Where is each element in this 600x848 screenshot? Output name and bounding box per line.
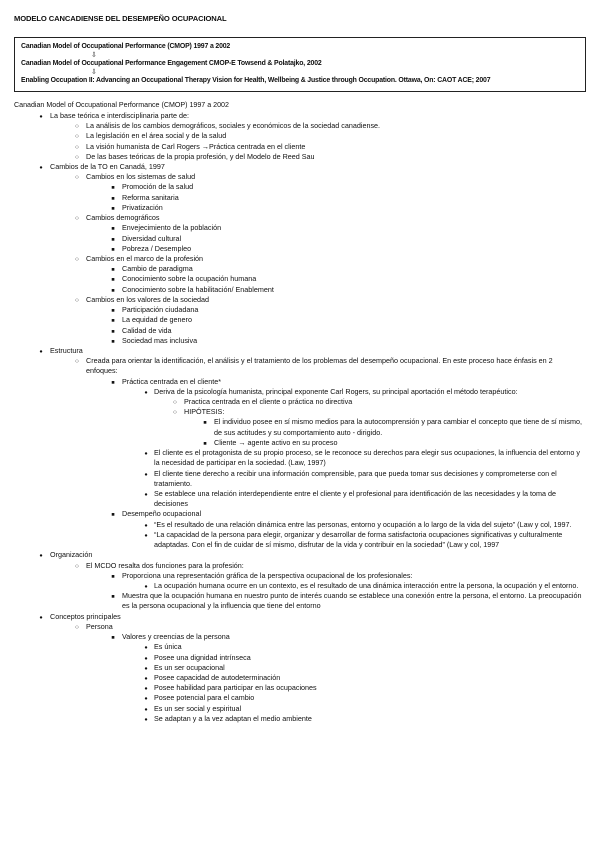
list-item: ● Posee potencial para el cambio xyxy=(122,693,586,703)
list-item xyxy=(14,111,586,162)
list-item: ■ Sociedad mas inclusiva xyxy=(86,336,586,346)
square-bullet-icon xyxy=(108,203,118,214)
list-item: ● Es única xyxy=(122,642,586,652)
down-arrow-icon: ⇩ xyxy=(91,51,97,59)
bullet-icon xyxy=(141,448,151,459)
list-item: ■ Valores y creencias de la persona ● Es única ● Posee una dignidad intrínseca ● Es un ser ocupacional ● Posee capacidad de autodeterminación ● Posee habilidad para participar en las ocupaciones ● Posee potencial para el cambio ● Es un ser social y espiritual ● Se adaptan y a la vez adaptan el medio ambiente xyxy=(86,632,586,724)
list-item: ○ La visión humanista de Carl Rogers →Práctica centrada en el cliente xyxy=(50,142,586,152)
circle-bullet-icon xyxy=(72,131,82,141)
square-bullet-icon xyxy=(108,326,118,337)
list-item: ■ Conocimiento sobre la habilitación/ Enablement xyxy=(86,285,586,295)
square-bullet-icon xyxy=(108,244,118,255)
outline-heading: Organización xyxy=(50,550,93,560)
circle-bullet-icon xyxy=(72,295,82,305)
outline-heading: Conceptos principales xyxy=(50,611,121,621)
list-item: ■ El individuo posee en sí mismo medios para la autocomprensión y para cambiar el concepto que tiene de sí mismo, de sus actitudes y su comportamiento auto - dirigido. xyxy=(184,417,586,437)
document-page xyxy=(14,14,586,724)
square-bullet-icon xyxy=(108,234,118,245)
list-item: ■ Reforma sanitaria xyxy=(86,193,586,203)
list-item: ■ Pobreza / Desempleo xyxy=(86,244,586,254)
bullet-icon xyxy=(141,714,151,725)
bullet-icon xyxy=(141,663,151,674)
list-item: ■ La equidad de genero xyxy=(86,315,586,325)
list-item: ■ Cliente → agente activo en su proceso xyxy=(184,438,586,448)
list-item: ● Es un ser ocupacional xyxy=(122,663,586,673)
list-item: ○ HIPÓTESIS: ■ El individuo posee en sí mismo medios para la autocomprensión y para cambiar el concepto que tiene de sí mismo, de sus actitudes y su comportamiento auto - dirigido. ■ Cliente → agente activo en su proceso xyxy=(154,407,586,448)
document-title: MODELO CANCADIENSE DEL DESEMPEÑO OCUPACIONAL xyxy=(14,14,227,23)
list-item xyxy=(14,612,586,724)
bullet-icon xyxy=(36,612,46,623)
list-item: ■ Calidad de vida xyxy=(86,326,586,336)
square-bullet-icon xyxy=(108,193,118,204)
bullet-icon xyxy=(141,673,151,684)
list-item xyxy=(14,550,586,611)
bullet-icon xyxy=(141,530,151,541)
square-bullet-icon xyxy=(108,285,118,296)
square-bullet-icon xyxy=(108,274,118,285)
square-bullet-icon xyxy=(108,571,118,582)
list-item: ■ Promoción de la salud xyxy=(86,182,586,192)
list-item: ● “Es el resultado de una relación dinámica entre las personas, entorno y ocupación a lo largo de la vida del sujeto” (Law y col, 1997. xyxy=(122,520,586,530)
circle-bullet-icon xyxy=(170,407,180,417)
square-bullet-icon xyxy=(108,264,118,275)
bullet-icon xyxy=(141,683,151,694)
bullet-icon xyxy=(141,387,151,398)
list-item: ■ Diversidad cultural xyxy=(86,234,586,244)
list-item: ○ Cambios en el marco de la profesión ■ Cambio de paradigma ■ Conocimiento sobre la ocupación humana ■ Conocimiento sobre la habilitación/ Enablement xyxy=(50,254,586,295)
square-bullet-icon xyxy=(200,417,210,428)
bullet-icon xyxy=(141,489,151,500)
square-bullet-icon xyxy=(108,509,118,520)
list-item: ○ La legislación en el área social y de la salud xyxy=(50,131,586,141)
outline-heading: Cambios de la TO en Canadá, 1997 xyxy=(50,162,165,172)
list-item: ● El cliente tiene derecho a recibir una información comprensible, para que pueda tomar sus decisiones y comprometerse con el tratamiento. xyxy=(122,469,586,489)
list-item: ● La ocupación humana ocurre en un contexto, es el resultado de una dinámica interacción entre la persona, la ocupación y el entorno. xyxy=(122,581,586,591)
square-bullet-icon xyxy=(108,305,118,316)
square-bullet-icon xyxy=(108,336,118,347)
list-item: ■ Práctica centrada en el cliente* ● Deriva de la psicología humanista, principal exponente Carl Rogers, su principal aportación el método terapéutico: ○ Practica centrada en el cliente o práctica no directiva ○ HIPÓTESIS: ■ El individuo posee en sí mismo medios para la autocomprensión y para cambiar el concepto que tiene de sí mismo, de sus actitudes y su comportamiento auto - dirigido. ■ Cliente → agente activo en su proceso ● El cliente es el protagonista de su propio proceso, se le reconoce su derechos para elegir sus ocupaciones, la influencia del entorno y la necesidad de participar en la sociedad. (Law, 1997) ● El cliente tiene derecho a recibir una información comprensible, para que pueda tomar sus decisiones y comprometerse con el tratamiento. ● Se establece una relación interdependiente entre el cliente y el profesional para identificación de las necesidades y la toma de decisiones xyxy=(86,377,586,510)
list-item: ○ Creada para orientar la identificación, el análisis y el tratamiento de los problemas del desempeño ocupacional. En este proceso hace énfasis en 2 enfoques: ■ Práctica centrada en el cliente* ● Deriva de la psicología humanista, principal exponente Carl Rogers, su principal aportación el método terapéutico: ○ Practica centrada en el cliente o práctica no directiva ○ HIPÓTESIS: ■ El individuo posee en sí mismo medios para la autocomprensión y para cambiar el concepto que tiene de sí mismo, de sus actitudes y su comportamiento auto - dirigido. ■ Cliente → agente activo en su proceso ● El cliente es el protagonista de su propio proceso, se le reconoce su derechos para elegir sus ocupaciones, la influencia del entorno y la necesidad de participar en la sociedad. (Law, 1997) ● El cliente tiene derecho a recibir una información comprensible, para que pueda tomar sus decisiones y comprometerse con el tratamiento. ● Se establece una relación interdependiente entre el cliente y el profesional para identificación de las necesidades y la toma de decisiones ■ Desempeño ocupacional ● “Es el resultado de una relación dinámica entre las personas, entorno y ocupación a lo largo de la vida del sujeto” (Law y col, 1997. ● “La capacidad de la persona para elegir, organizar y desarrollar de forma satisfactoria ocupaciones significativas y culturalmente adaptadas. Con el fin de cuidar de sí mismo, disfrutar de la vida y contribuir en la sociedad” (Law y col, 1997 xyxy=(50,356,586,550)
square-bullet-icon xyxy=(108,377,118,388)
bullet-icon xyxy=(141,581,151,592)
bullet-icon xyxy=(141,642,151,653)
list-item: ● Deriva de la psicología humanista, principal exponente Carl Rogers, su principal aportación el método terapéutico: ○ Practica centrada en el cliente o práctica no directiva ○ HIPÓTESIS: ■ El individuo posee en sí mismo medios para la autocomprensión y para cambiar el concepto que tiene de sí mismo, de sus actitudes y su comportamiento auto - dirigido. ■ Cliente → agente activo en su proceso xyxy=(122,387,586,448)
list-item: ■ Participación ciudadana xyxy=(86,305,586,315)
square-bullet-icon xyxy=(108,591,118,602)
bullet-icon xyxy=(141,653,151,664)
bullet-icon xyxy=(141,704,151,715)
circle-bullet-icon xyxy=(72,561,82,571)
circle-bullet-icon xyxy=(72,213,82,223)
bullet-icon xyxy=(36,162,46,173)
list-item: ■ Privatización xyxy=(86,203,586,213)
square-bullet-icon xyxy=(108,223,118,234)
circle-bullet-icon xyxy=(72,622,82,632)
list-item: ■ Proporciona una representación gráfica de la perspectiva ocupacional de los profesionales: ● La ocupación humana ocurre en un contexto, es el resultado de una dinámica interacción entre la persona, la ocupación y el entorno. xyxy=(86,571,586,591)
list-item: ● Es un ser social y espiritual xyxy=(122,704,586,714)
circle-bullet-icon xyxy=(72,121,82,131)
list-item: ● Se establece una relación interdependiente entre el cliente y el profesional para identificación de las necesidades y la toma de decisiones xyxy=(122,489,586,509)
square-bullet-icon xyxy=(108,632,118,643)
list-item: ● “La capacidad de la persona para elegir, organizar y desarrollar de forma satisfactoria ocupaciones significativas y culturalmente adaptadas. Con el fin de cuidar de sí mismo, disfrutar de la vida y contribuir en la sociedad” (Law y col, 1997 xyxy=(122,530,586,550)
outline-heading: La base teórica e interdisciplinaria parte de: xyxy=(50,110,190,120)
list-item: ■ Muestra que la ocupación humana en nuestro punto de interés cuando se establece una conexión entre la persona, el entorno. La preocupación es la persona ocupacional y la influencia que tiene del entorno xyxy=(86,591,586,611)
bullet-icon xyxy=(141,469,151,480)
outline-list xyxy=(14,111,586,724)
square-bullet-icon xyxy=(108,182,118,193)
bullet-icon xyxy=(141,520,151,531)
section-title: Canadian Model of Occupational Performance (CMOP) 1997 a 2002 xyxy=(14,100,229,109)
list-item: ■ Conocimiento sobre la ocupación humana xyxy=(86,274,586,284)
box-line-cmop: Canadian Model of Occupational Performance (CMOP) 1997 a 2002 xyxy=(21,42,231,50)
list-item: ● Posee habilidad para participar en las ocupaciones xyxy=(122,683,586,693)
circle-bullet-icon xyxy=(72,172,82,182)
circle-bullet-icon xyxy=(170,397,180,407)
list-item: ○ Persona ■ Valores y creencias de la persona ● Es única ● Posee una dignidad intrínseca ● Es un ser ocupacional ● Posee capacidad de autodeterminación ● Posee habilidad para participar en las ocupaciones ● Posee potencial para el cambio ● Es un ser social y espiritual ● Se adaptan y a la vez adaptan el medio ambiente xyxy=(50,622,586,724)
bullet-icon xyxy=(141,693,151,704)
down-arrow-icon: ⇩ xyxy=(91,68,97,76)
list-item: ○ El MCDO resalta dos funciones para la profesión: ■ Proporciona una representación gráfica de la perspectiva ocupacional de los profesionales: ● La ocupación humana ocurre en un contexto, es el resultado de una dinámica interacción entre la persona, la ocupación y el entorno. ■ Muestra que la ocupación humana en nuestro punto de interés cuando se establece una conexión entre la persona, el entorno. La preocupación es la persona ocupacional y la influencia que tiene del entorno xyxy=(50,561,586,612)
list-item xyxy=(14,346,586,550)
circle-bullet-icon xyxy=(72,152,82,162)
list-item xyxy=(14,162,586,346)
list-item: ■ Desempeño ocupacional ● “Es el resultado de una relación dinámica entre las personas, entorno y ocupación a lo largo de la vida del sujeto” (Law y col, 1997. ● “La capacidad de la persona para elegir, organizar y desarrollar de forma satisfactoria ocupaciones significativas y culturalmente adaptadas. Con el fin de cuidar de sí mismo, disfrutar de la vida y contribuir en la sociedad” (Law y col, 1997 xyxy=(86,509,586,550)
list-item: ○ Practica centrada en el cliente o práctica no directiva xyxy=(154,397,586,407)
circle-bullet-icon xyxy=(72,254,82,264)
list-item: ● Se adaptan y a la vez adaptan el medio ambiente xyxy=(122,714,586,724)
circle-bullet-icon xyxy=(72,142,82,152)
list-item: ● El cliente es el protagonista de su propio proceso, se le reconoce su derechos para elegir sus ocupaciones, la influencia del entorno y la necesidad de participar en la sociedad. (Law, 1997) xyxy=(122,448,586,468)
list-item: ■ Envejecimiento de la población xyxy=(86,223,586,233)
list-item: ○ Cambios en los sistemas de salud ■ Promoción de la salud ■ Reforma sanitaria ■ Privatización xyxy=(50,172,586,213)
model-evolution-box xyxy=(14,37,586,92)
list-item: ● Posee capacidad de autodeterminación xyxy=(122,673,586,683)
list-item: ○ Cambios demográficos ■ Envejecimiento de la población ■ Diversidad cultural ■ Pobreza / Desempleo xyxy=(50,213,586,254)
bullet-icon xyxy=(36,346,46,357)
list-item: ■ Cambio de paradigma xyxy=(86,264,586,274)
square-bullet-icon xyxy=(108,315,118,326)
bullet-icon xyxy=(36,550,46,561)
outline-heading: Estructura xyxy=(50,345,83,355)
square-bullet-icon xyxy=(200,438,210,449)
box-line-cmope: Canadian Model of Occupational Performance Engagement CMOP-E Towsend & Polatajko, 2002 xyxy=(21,59,322,67)
circle-bullet-icon xyxy=(72,356,82,366)
list-item: ● Posee una dignidad intrínseca xyxy=(122,653,586,663)
box-line-enabling: Enabling Occupation II: Advancing an Occupational Therapy Vision for Health, Wellbeing & Justice through Occupation. Ottawa, On: CAOT ACE; 2007 xyxy=(21,77,491,85)
list-item: ○ Cambios en los valores de la sociedad ■ Participación ciudadana ■ La equidad de genero ■ Calidad de vida ■ Sociedad mas inclusiva xyxy=(50,295,586,346)
bullet-icon xyxy=(36,111,46,122)
list-item: ○ De las bases teóricas de la propia profesión, y del Modelo de Reed Sau xyxy=(50,152,586,162)
list-item: ○ La análisis de los cambios demográficos, sociales y económicos de la sociedad canadiense. xyxy=(50,121,586,131)
